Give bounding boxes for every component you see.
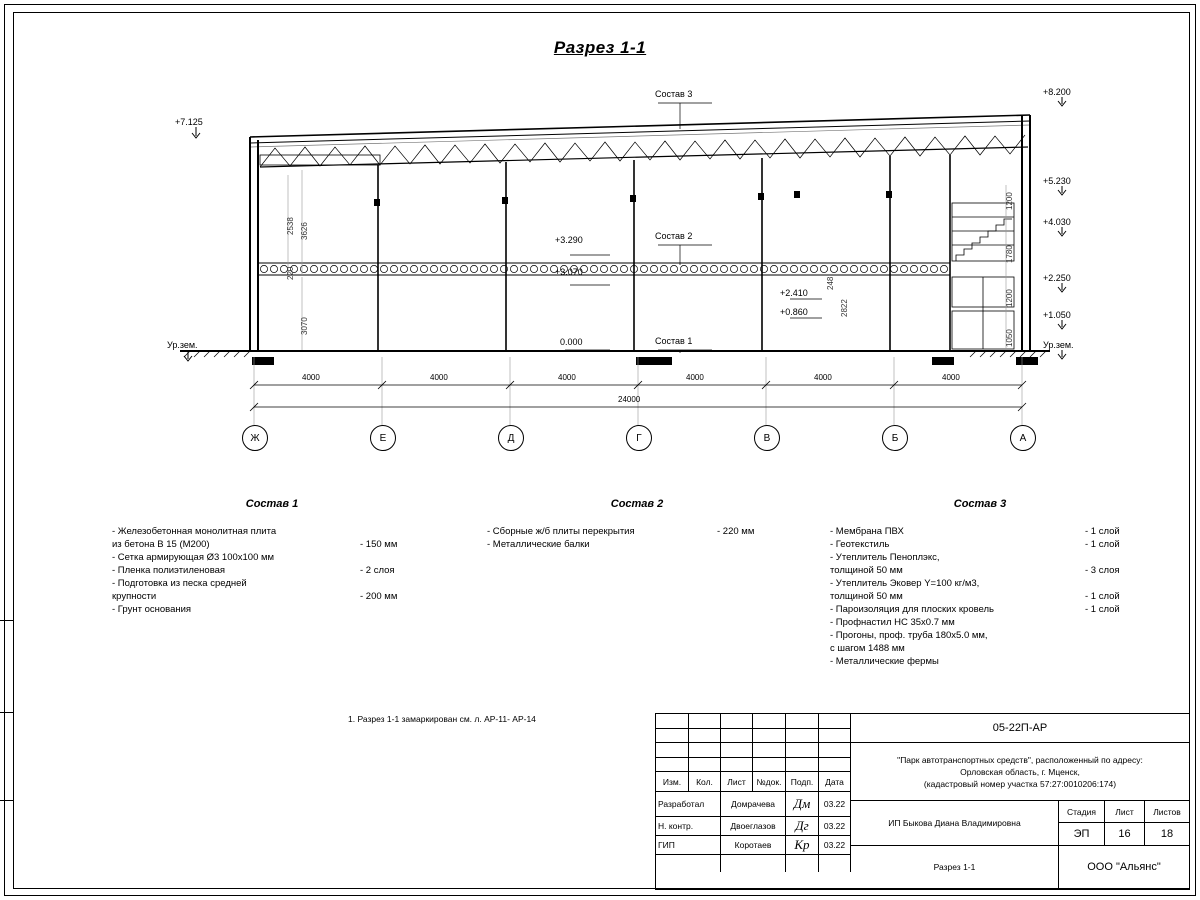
- spec-3-row-text: - Профнастил НС 35x0.7 мм: [830, 617, 955, 628]
- row-sign-gip: Кр: [786, 836, 819, 855]
- tb-blank: [819, 729, 851, 744]
- spec-1-row-value: - 200 мм: [360, 591, 398, 602]
- row-name-razrabotal: Домрачева: [721, 792, 786, 817]
- row-role-nkontr: Н. контр.: [656, 817, 721, 836]
- row-role-gip: ГИП: [656, 836, 721, 855]
- section-drawing: [150, 85, 1074, 465]
- level-label-ground-left: Ур.зем.: [167, 340, 198, 364]
- level-label-0860: +0.860: [780, 307, 808, 317]
- title-block: [655, 713, 1190, 890]
- spec-3-row-text: с шагом 1488 мм: [830, 643, 905, 654]
- spec-2-row: [487, 538, 787, 551]
- spec-3-row-text: толщиной 50 мм: [830, 591, 903, 602]
- level-label-right-5230: +5.230: [1043, 176, 1071, 198]
- grid-axis-b: Б: [882, 425, 908, 451]
- spec-3-row: [830, 616, 1130, 629]
- spec-3-row: [830, 603, 1130, 616]
- spec-2-row-text: - Металлические балки: [487, 539, 590, 550]
- spec-3-row: [830, 564, 1130, 577]
- val-sheet: 16: [1105, 823, 1145, 846]
- tb-blank: [689, 743, 721, 758]
- spec-3-row: [830, 655, 1130, 668]
- vdim-2538: 2538: [286, 217, 295, 235]
- spec-sostav-2: [487, 498, 787, 551]
- spec-1-row-text: - Подготовка из песка средней: [112, 578, 247, 589]
- row-name-gip: Коротаев: [721, 836, 786, 855]
- th-podp: Подп.: [786, 772, 819, 792]
- level-label-right-4030: +4.030: [1043, 217, 1071, 239]
- spec-3-row: [830, 629, 1130, 642]
- row-date-gip: 03.22: [819, 836, 851, 855]
- callout-sostav-3: Состав 3: [655, 89, 693, 99]
- tb-blank: [721, 758, 753, 773]
- level-label-right-2250: +2.250: [1043, 273, 1071, 295]
- val-stage: ЭП: [1059, 823, 1105, 846]
- tb-blank: [656, 758, 689, 773]
- th-list: Лист: [721, 772, 753, 792]
- row-name-nkontr: Двоеглазов: [721, 817, 786, 836]
- spec-1-row: [112, 603, 432, 616]
- object-description: "Парк автотранспортных средств", расположенный по адресу: Орловская область, г. Мценск, (кадастровый номер участка 57:27:0010206:174): [851, 743, 1189, 801]
- tb-blank: [819, 855, 851, 872]
- total-dim: 24000: [618, 395, 641, 404]
- vdim-248: 248: [826, 276, 835, 290]
- spec-1-heading: Состав 1: [245, 498, 299, 510]
- spec-3-row-text: - Мембрана ПВХ: [830, 526, 904, 537]
- spec-3-row-text: - Утеплитель Пеноплэкс,: [830, 552, 940, 563]
- tb-blank: [786, 758, 819, 773]
- spec-3-row-text: - Утеплитель Эковер Y=100 кг/м3,: [830, 578, 980, 589]
- grid-axis-e: Е: [370, 425, 396, 451]
- spec-1-row: [112, 551, 432, 564]
- spec-3-row: [830, 538, 1130, 551]
- level-label-0000: 0.000: [560, 337, 583, 347]
- level-label-ground-right: Ур.зем.: [1043, 340, 1074, 362]
- spec-3-row-text: толщиной 50 мм: [830, 565, 903, 576]
- spec-3-row-text: - Прогоны, проф. труба 180x5.0 мм,: [830, 630, 988, 641]
- grid-axis-v: В: [754, 425, 780, 451]
- level-label-3070: +3.070: [555, 267, 583, 277]
- tb-blank: [721, 743, 753, 758]
- bay-dim-2: 4000: [430, 373, 448, 382]
- vdim-1050: 1050: [1005, 329, 1014, 347]
- spec-3-row-text: - Пароизоляция для плоских кровель: [830, 604, 995, 615]
- grid-axis-a: А: [1010, 425, 1036, 451]
- spec-1-row-value: - 2 слоя: [360, 565, 395, 576]
- tb-blank: [786, 714, 819, 729]
- level-label-right-8200: +8.200: [1043, 87, 1071, 109]
- general-note: 1. Разрез 1-1 замаркирован см. л. АР-11- АР-14: [348, 714, 536, 724]
- spec-3-row-value: - 1 слой: [1085, 591, 1120, 602]
- spec-1-row-value: - 150 мм: [360, 539, 398, 550]
- tb-blank: [753, 729, 786, 744]
- bay-dim-5: 4000: [814, 373, 832, 382]
- spec-1-row-text: - Сетка армирующая Ø3 100x100 мм: [112, 552, 275, 563]
- tb-blank: [819, 758, 851, 773]
- spec-3-row: [830, 642, 1130, 655]
- company-name: ООО "Альянс": [1087, 861, 1161, 873]
- callout-sostav-2: Состав 2: [655, 231, 693, 241]
- level-label-2410: +2.410: [780, 288, 808, 298]
- spec-2-row: [487, 525, 787, 538]
- tb-blank: [786, 855, 819, 872]
- spec-3-row: [830, 577, 1130, 590]
- bay-dim-1: 4000: [302, 373, 320, 382]
- tb-blank: [721, 714, 753, 729]
- vdim-3070: 3070: [300, 317, 309, 335]
- tb-blank: [689, 714, 721, 729]
- drawing-name: Разрез 1-1: [851, 846, 1059, 888]
- page-title: Разрез 1-1: [553, 38, 647, 57]
- spec-3-row-value: - 3 слоя: [1085, 565, 1120, 576]
- customer-name: ИП Быкова Диана Владимировна: [851, 801, 1059, 846]
- tb-blank: [819, 743, 851, 758]
- bay-dim-6: 4000: [942, 373, 960, 382]
- level-label-3290: +3.290: [555, 235, 583, 245]
- spec-sostav-1: [112, 498, 432, 616]
- left-margin-divider-3: [0, 800, 13, 801]
- tb-blank: [656, 729, 689, 744]
- tb-blank: [721, 729, 753, 744]
- spec-3-row-value: - 1 слой: [1085, 539, 1120, 550]
- callout-sostav-1: Состав 1: [655, 336, 693, 346]
- spec-1-row: [112, 564, 432, 577]
- spec-3-row: [830, 590, 1130, 603]
- left-margin-divider-1: [0, 620, 13, 621]
- row-date-nkontr: 03.22: [819, 817, 851, 836]
- tb-blank: [753, 758, 786, 773]
- tb-blank: [786, 729, 819, 744]
- grid-axis-g: Г: [626, 425, 652, 451]
- spec-3-row-text: - Геотекстиль: [830, 539, 890, 550]
- spec-1-row: [112, 590, 432, 603]
- grid-axis-zh: Ж: [242, 425, 268, 451]
- spec-1-row: [112, 525, 432, 538]
- tb-blank: [656, 855, 721, 872]
- tb-blank: [721, 855, 786, 872]
- val-sheets: 18: [1145, 823, 1189, 846]
- tb-blank: [753, 714, 786, 729]
- tb-blank: [786, 743, 819, 758]
- tb-blank: [689, 758, 721, 773]
- th-sheets: Листов: [1145, 801, 1189, 823]
- spec-2-heading: Состав 2: [610, 498, 664, 510]
- bay-dim-3: 4000: [558, 373, 576, 382]
- spec-3-row-value: - 1 слой: [1085, 526, 1120, 537]
- tb-blank: [819, 714, 851, 729]
- spec-3-row: [830, 525, 1130, 538]
- spec-3-row-text: - Металлические фермы: [830, 656, 939, 667]
- vdim-2822: 2822: [840, 299, 849, 317]
- row-sign-nkontr: Дг: [786, 817, 819, 836]
- vdim-1780: 1780: [1005, 245, 1014, 263]
- bay-dim-4: 4000: [686, 373, 704, 382]
- th-data: Дата: [819, 772, 851, 792]
- th-stage: Стадия: [1059, 801, 1105, 823]
- tb-blank: [656, 714, 689, 729]
- spec-1-row-text: - Пленка полиэтиленовая: [112, 565, 226, 576]
- spec-1-row-text: из бетона B 15 (M200): [112, 539, 210, 550]
- row-role-razrabotal: Разработал: [656, 792, 721, 817]
- spec-3-heading: Состав 3: [953, 498, 1007, 510]
- th-ndok: №док.: [753, 772, 786, 792]
- th-sheet: Лист: [1105, 801, 1145, 823]
- row-date-razrabotal: 03.22: [819, 792, 851, 817]
- spec-1-row-text: - Железобетонная монолитная плита: [112, 526, 277, 537]
- doc-code: 05-22П-АР: [851, 714, 1189, 743]
- spec-1-row: [112, 577, 432, 590]
- tb-blank: [753, 743, 786, 758]
- vdim-220: 220: [286, 266, 295, 280]
- tb-blank: [656, 743, 689, 758]
- vdim-3626: 3626: [300, 222, 309, 240]
- tb-blank: [689, 729, 721, 744]
- th-izm: Изм.: [656, 772, 689, 792]
- spec-3-row: [830, 551, 1130, 564]
- row-sign-razrabotal: Дм: [786, 792, 819, 817]
- spec-1-row-text: крупности: [112, 591, 157, 602]
- vdim-1200b: 1200: [1005, 289, 1014, 307]
- grid-axis-d: Д: [498, 425, 524, 451]
- level-label-right-1050: +1.050: [1043, 310, 1071, 332]
- spec-1-row-text: - Грунт основания: [112, 604, 192, 615]
- spec-2-row-value: - 220 мм: [717, 526, 755, 537]
- vdim-1200a: 1200: [1005, 192, 1014, 210]
- spec-1-row: [112, 538, 432, 551]
- spec-sostav-3: [830, 498, 1130, 668]
- th-kol: Кол.: [689, 772, 721, 792]
- spec-3-row-value: - 1 слой: [1085, 604, 1120, 615]
- level-label-left: +7.125: [175, 117, 203, 141]
- spec-2-row-text: - Сборные ж/б плиты перекрытия: [487, 526, 635, 537]
- left-margin-divider-2: [0, 712, 13, 713]
